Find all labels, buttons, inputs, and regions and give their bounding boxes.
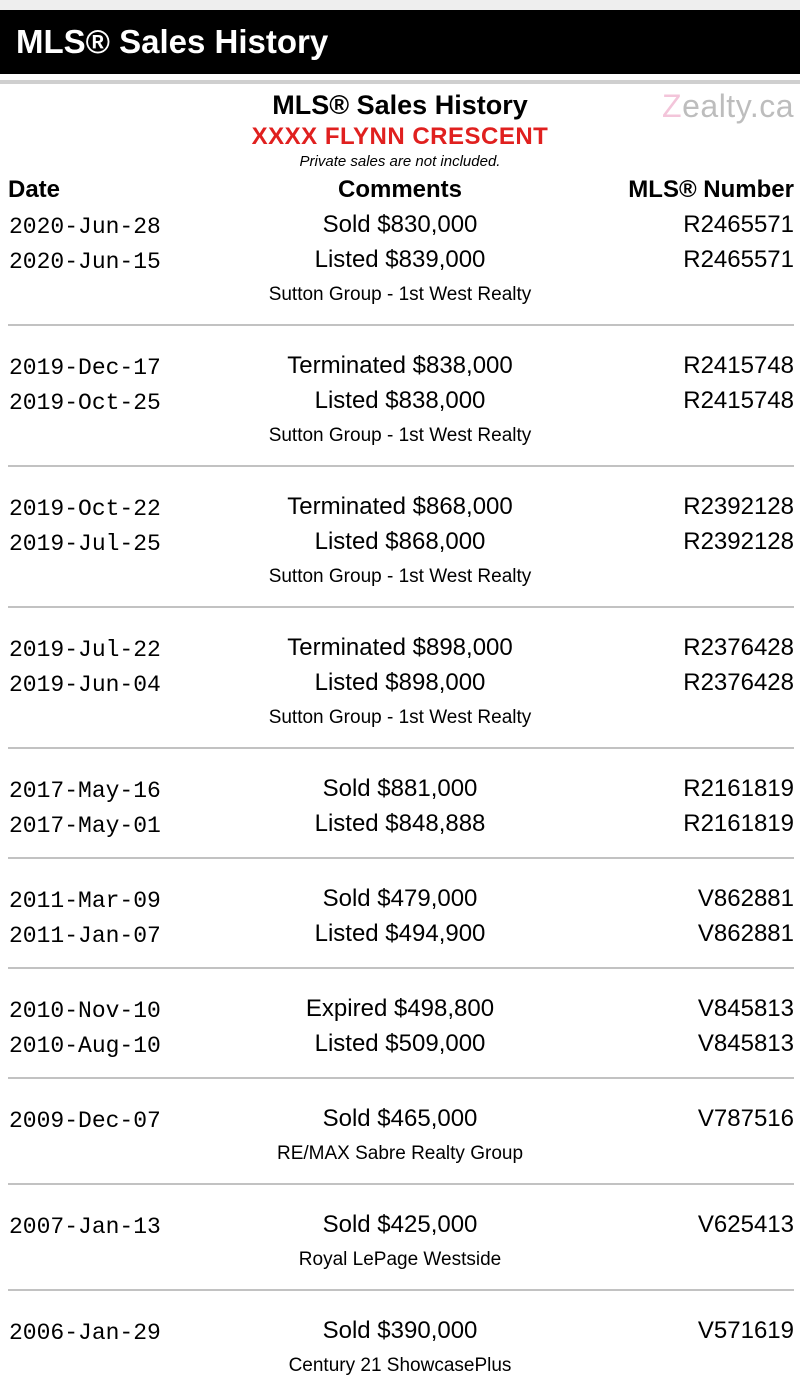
entry-mls-number: R2415748 [683, 387, 794, 414]
listing-agent: RE/MAX Sabre Realty Group [276, 1143, 524, 1164]
history-row [0, 244, 800, 279]
history-row [0, 632, 800, 667]
entry-mls-number: V787516 [697, 1105, 794, 1132]
entry-comment: Sold $425,000 [322, 1211, 478, 1238]
entry-mls-number: R2376428 [683, 669, 794, 696]
history-row [0, 1315, 800, 1350]
listing-agent: Century 21 ShowcasePlus [288, 1355, 512, 1376]
history-title: MLS® Sales History [272, 90, 528, 120]
listing-group [0, 1103, 800, 1169]
entry-date: 2020-Jun-28 [9, 214, 161, 240]
entry-comment: Sold $830,000 [322, 211, 478, 238]
group-divider [8, 1077, 794, 1079]
entry-mls-number: R2161819 [683, 810, 794, 837]
entry-comment: Terminated $838,000 [287, 352, 513, 379]
listing-group [0, 491, 800, 592]
entry-date: 2009-Dec-07 [9, 1108, 161, 1134]
entry-comment: Listed $494,900 [314, 920, 486, 947]
listing-agent: Royal LePage Westside [298, 1249, 502, 1270]
logo-letter: Z [662, 88, 683, 124]
entry-date: 2017-May-01 [9, 813, 161, 839]
sales-history-list [0, 209, 800, 1381]
entry-mls-number: R2392128 [683, 493, 794, 520]
entry-comment: Terminated $868,000 [287, 493, 513, 520]
group-divider [8, 1289, 794, 1291]
listing-agent: Sutton Group - 1st West Realty [268, 425, 532, 446]
listing-group [0, 993, 800, 1063]
entry-mls-number: V862881 [697, 885, 794, 912]
entry-date: 2017-May-16 [9, 778, 161, 804]
group-divider [8, 747, 794, 749]
entry-date: 2006-Jan-29 [9, 1320, 161, 1346]
column-header-comments: Comments [337, 176, 463, 203]
entry-comment: Listed $848,888 [314, 810, 486, 837]
private-sales-note: Private sales are not included. [299, 153, 501, 170]
listing-group [0, 1209, 800, 1275]
listing-group [0, 632, 800, 733]
entry-date: 2010-Nov-10 [9, 998, 161, 1024]
listing-agent: Sutton Group - 1st West Realty [268, 284, 532, 305]
entry-date: 2011-Mar-09 [9, 888, 161, 914]
property-address: XXXX FLYNN CRESCENT [251, 123, 549, 150]
group-divider [8, 1183, 794, 1185]
group-divider [8, 967, 794, 969]
entry-mls-number: R2465571 [683, 246, 794, 273]
entry-mls-number: V862881 [697, 920, 794, 947]
listing-group [0, 209, 800, 310]
entry-comment: Sold $390,000 [322, 1317, 478, 1344]
history-row [0, 808, 800, 843]
entry-mls-number: V571619 [697, 1317, 794, 1344]
history-row [0, 993, 800, 1028]
history-row [0, 1209, 800, 1244]
entry-date: 2019-Jul-25 [9, 531, 161, 557]
history-row [0, 773, 800, 808]
banner-divider [0, 80, 800, 84]
page-banner [0, 10, 800, 74]
column-header-mls: MLS® Number [628, 176, 794, 203]
history-row [0, 918, 800, 953]
entry-date: 2019-Dec-17 [9, 355, 161, 381]
group-divider [8, 465, 794, 467]
entry-comment: Sold $465,000 [322, 1105, 478, 1132]
entry-mls-number: R2376428 [683, 634, 794, 661]
entry-comment: Sold $479,000 [322, 885, 478, 912]
history-row [0, 526, 800, 561]
listing-agent: Sutton Group - 1st West Realty [268, 566, 532, 587]
entry-date: 2019-Oct-25 [9, 390, 161, 416]
history-row [0, 1103, 800, 1138]
entry-date: 2010-Aug-10 [9, 1033, 161, 1059]
history-row [0, 491, 800, 526]
entry-comment: Listed $868,000 [314, 528, 486, 555]
entry-mls-number: V845813 [697, 995, 794, 1022]
history-row [0, 667, 800, 702]
entry-date: 2007-Jan-13 [9, 1214, 161, 1240]
logo-text: ealty.ca [682, 88, 794, 124]
entry-comment: Listed $839,000 [314, 246, 486, 273]
entry-comment: Listed $898,000 [314, 669, 486, 696]
entry-comment: Sold $881,000 [322, 775, 478, 802]
listing-group [0, 1315, 800, 1381]
entry-date: 2019-Jun-04 [9, 672, 161, 698]
entry-date: 2019-Oct-22 [9, 496, 161, 522]
entry-date: 2011-Jan-07 [9, 923, 161, 949]
entry-mls-number: V845813 [697, 1030, 794, 1057]
entry-date: 2020-Jun-15 [9, 249, 161, 275]
listing-group [0, 773, 800, 843]
history-row [0, 385, 800, 420]
entry-comment: Listed $838,000 [314, 387, 486, 414]
banner-title: MLS® Sales History [16, 23, 329, 60]
column-header-date: Date [8, 176, 61, 203]
entry-mls-number: V625413 [697, 1211, 794, 1238]
listing-group [0, 883, 800, 953]
entry-date: 2019-Jul-22 [9, 637, 161, 663]
entry-mls-number: R2465571 [683, 211, 794, 238]
entry-comment: Listed $509,000 [314, 1030, 486, 1057]
group-divider [8, 606, 794, 608]
entry-comment: Terminated $898,000 [287, 634, 513, 661]
entry-mls-number: R2392128 [683, 528, 794, 555]
history-row [0, 1028, 800, 1063]
history-row [0, 883, 800, 918]
top-gap [0, 0, 800, 10]
entry-mls-number: R2161819 [683, 775, 794, 802]
listing-group [0, 350, 800, 451]
group-divider [8, 857, 794, 859]
history-row [0, 209, 800, 244]
group-divider [8, 324, 794, 326]
entry-mls-number: R2415748 [683, 352, 794, 379]
listing-agent: Sutton Group - 1st West Realty [268, 707, 532, 728]
entry-comment: Expired $498,800 [305, 995, 495, 1022]
history-row [0, 350, 800, 385]
